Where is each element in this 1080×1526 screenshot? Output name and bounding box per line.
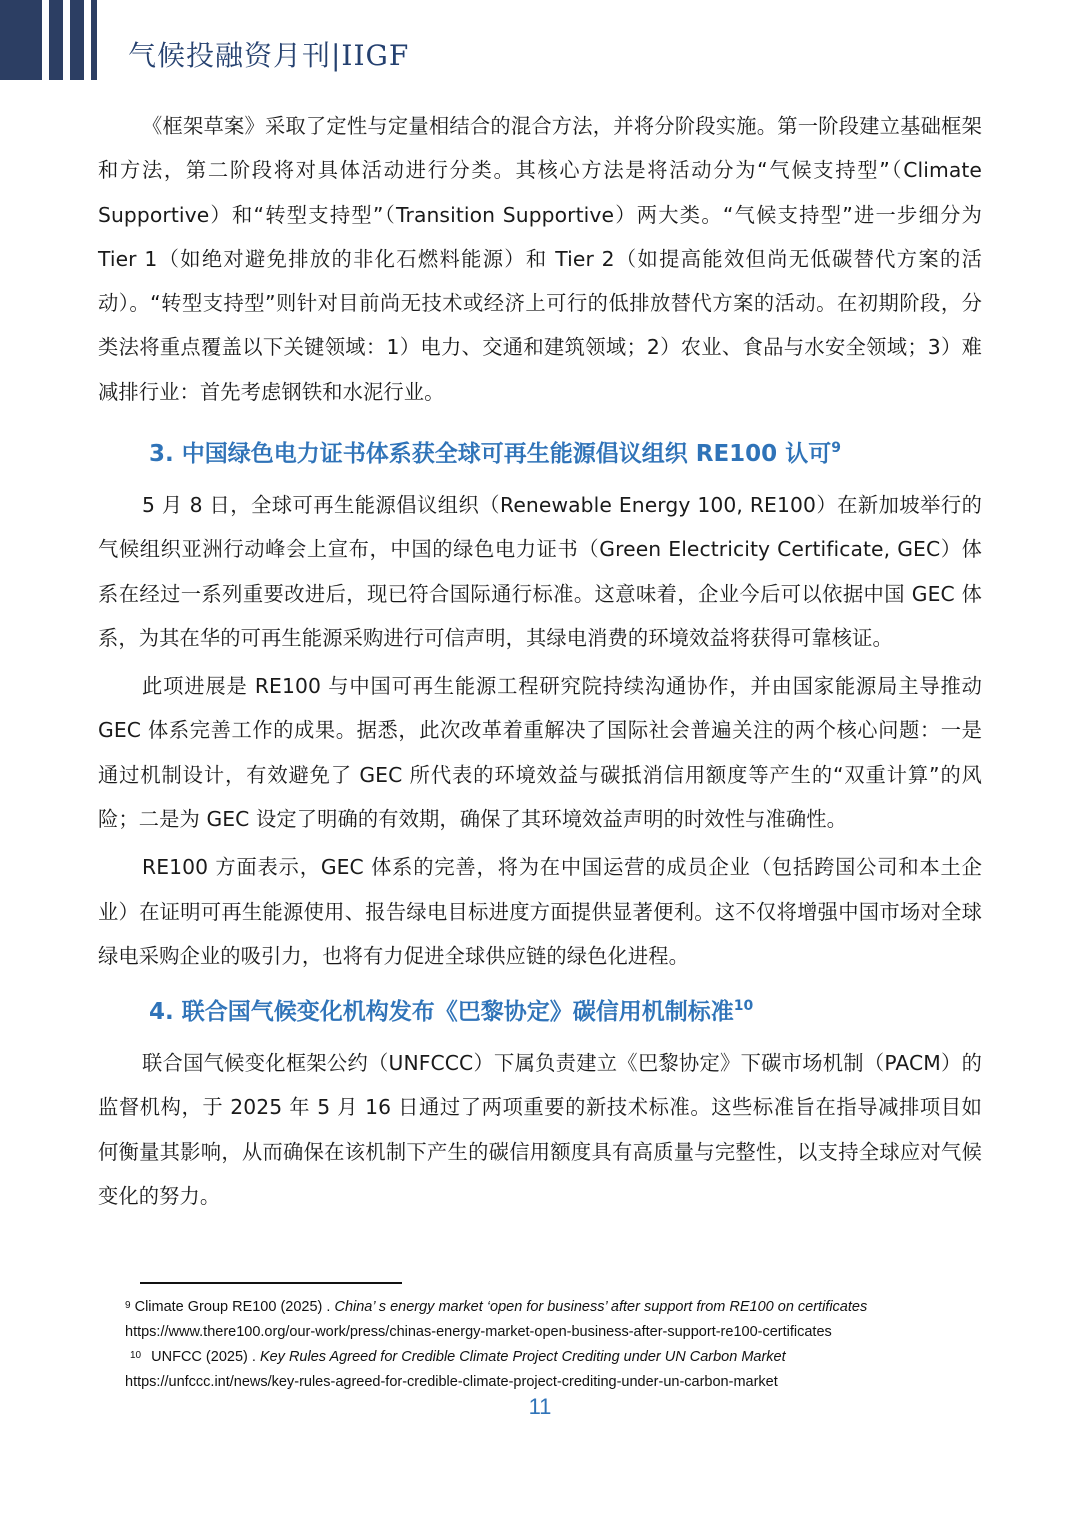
footnote-citation — [125, 1345, 1025, 1370]
header-title: 气候投融资月刊|IIGF — [128, 39, 410, 72]
footnote-title: China’ s energy market ‘open for business’ after support from RE100 on certificates — [334, 1299, 868, 1315]
section-4 — [98, 994, 982, 1030]
footnote-divider — [140, 1282, 402, 1284]
section-heading — [98, 994, 982, 1030]
page-number: 11 — [528, 1394, 552, 1419]
footnote-source: UNFCC (2025) . — [151, 1349, 260, 1365]
section-3-body — [98, 483, 982, 978]
footnote-ref[interactable]: 9 — [831, 440, 841, 456]
intro-block — [98, 104, 982, 414]
footnote-url[interactable]: https://unfccc.int/news/key-rules-agreed-for-credible-climate-project-crediting-under-un-carbon-market — [125, 1374, 778, 1390]
paragraph: 此项进展是 RE100 与中国可再生能源工程研究院持续沟通协作，并由国家能源局主导推动 GEC 体系完善工作的成果。据悉，此次改革着重解决了国际社会普遍关注的两个核心问题：一是通过机制设计，有效避免了 GEC 所代表的环境效益与碳抵消信用额度等产生的“双重计算”的风险；二是为 GEC 设定了明确的有效期，确保了其环境效益声明的时效性与准确性。 — [98, 674, 982, 832]
header-bar — [0, 0, 42, 80]
header-bar — [49, 0, 63, 80]
footnote-citation — [125, 1295, 1025, 1320]
paragraph: 《框架草案》采取了定性与定量相结合的混合方法，并将分阶段实施。第一阶段建立基础框架和方法，第二阶段将对具体活动进行分类。其核心方法是将活动分为“气候支持型”（Climate Supportive）和“转型支持型”（Transition Supportive）两大类。“气候支持型”进一步细分为 Tier 1（如绝对避免排放的非化石燃料能源）和 Tier 2（如提高能效但尚无低碳替代方案的活动）。“转型支持型”则针对目前尚无技术或经济上可行的低排放替代方案的活动。在初期阶段，分类法将重点覆盖以下关键领域：1）电力、交通和建筑领域；2）农业、食品与水安全领域；3）难减排行业：首先考虑钢铁和水泥行业。 — [98, 114, 982, 404]
section-4-body — [98, 1041, 982, 1218]
paragraph: 5 月 8 日，全球可再生能源倡议组织（Renewable Energy 100, RE100）在新加坡举行的气候组织亚洲行动峰会上宣布，中国的绿色电力证书（Green Electricity Certificate, GEC）体系在经过一系列重要改进后，现已符合国际通行标准。这意味着，企业今后可以依据中国 GEC 体系，为其在华的可再生能源采购进行可信声明，其绿电消费的环境效益将获得可靠核证。 — [98, 493, 982, 650]
section-heading-text: 4. 联合国气候变化机构发布《巴黎协定》碳信用机制标准 — [149, 999, 734, 1025]
footnote-ref[interactable]: 10 — [733, 998, 754, 1014]
footnote-source: Climate Group RE100 (2025) . — [134, 1299, 335, 1315]
section-heading — [98, 436, 982, 472]
footnotes — [125, 1295, 1025, 1395]
footnote-number: 10 — [130, 1350, 142, 1361]
paragraph: 联合国气候变化框架公约（UNFCCC）下属负责建立《巴黎协定》下碳市场机制（PACM）的监督机构，于 2025 年 5 月 16 日通过了两项重要的新技术标准。这些标准旨在指导减排项目如何衡量其影响，从而确保在该机制下产生的碳信用额度具有高质量与完整性，以支持全球应对气候变化的努力。 — [98, 1051, 982, 1208]
section-3 — [98, 436, 982, 472]
header-bar — [91, 0, 97, 80]
footnote-title: Key Rules Agreed for Credible Climate Project Crediting under UN Carbon Market — [259, 1349, 786, 1365]
footnote-number: 9 — [125, 1300, 131, 1311]
footnote-url[interactable]: https://www.there100.org/our-work/press/chinas-energy-market-open-business-after-support-re100-certificates — [125, 1324, 832, 1340]
paragraph: RE100 方面表示，GEC 体系的完善，将为在中国运营的成员企业（包括跨国公司和本土企业）在证明可再生能源使用、报告绿电目标进度方面提供显著便利。这不仅将增强中国市场对全球绿电采购企业的吸引力，也将有力促进全球供应链的绿色化进程。 — [98, 855, 982, 968]
header-bar — [70, 0, 84, 80]
section-heading-text: 3. 中国绿色电力证书体系获全球可再生能源倡议组织 RE100 认可 — [149, 441, 832, 467]
